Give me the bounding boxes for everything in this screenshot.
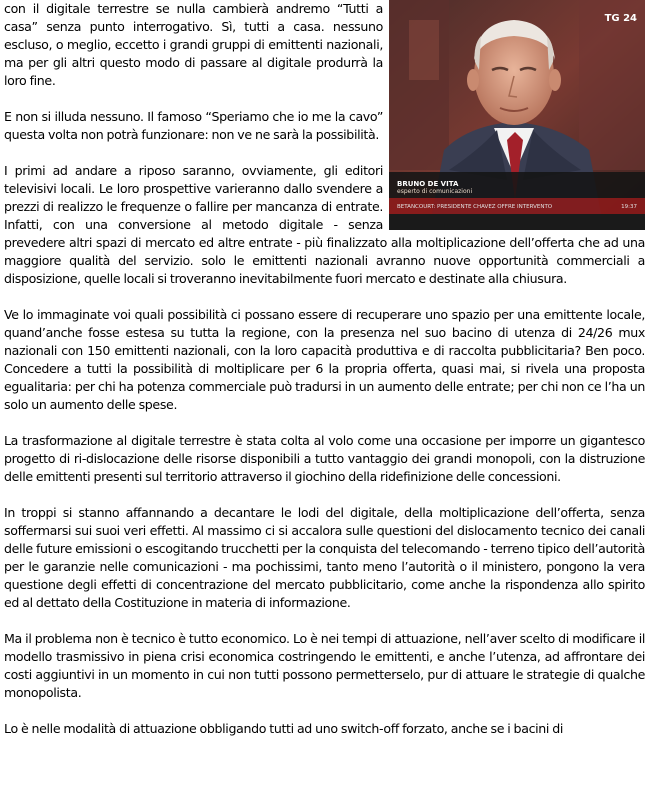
paragraph: con il digitale terrestre se nulla cambierà andremo “Tutti a casa” senza punto interrogativo. Sì, tutti a casa. nessuno escluso, o meglio, eccetto i grandi gruppi di emittenti nazionali, ma per gli altri questo modo di passare al digitale produrrà la loro fine.: [4, 1, 383, 88]
speaker-role: esperto di comunicazioni: [397, 188, 473, 195]
paragraph: Lo è nelle modalità di attuazione obbligando tutti ad uno switch-off forzato, anche se i bacini di: [4, 721, 564, 736]
paragraph: La trasformazione al digitale terrestre è stata colta al volo come una occasione per imporre un gigantesco progetto di ri-dislocazione delle risorse disponibili a tutto vantaggio dei grandi monopoli, con la distruzione delle emittenti presenti sul territorio attraverso il giochino della ridefinizione delle concessioni.: [4, 433, 645, 484]
paragraph: Ve lo immaginate voi quali possibilità ci possano essere di recuperare uno spazio per una emittente locale, quand’anche fosse estesa su tutta la regione, con la presenza nel suo bacino di utenza di 24/26 mux nazionali con 150 emittenti nazionali, con la loro capacità produttiva e di raccolta pubblicitaria? Ben poco. Concedere a tutti la possibilità di moltiplicare per 6 la propria offerta, quasi mai, si rivela una proposta egualitaria: per chi ha potenza commerciale può tradursi in un aumento delle entrate; per chi non ce l’ha un solo un aumento delle spese.: [4, 307, 645, 412]
speaker-name: BRUNO DE VITA: [397, 180, 459, 188]
channel-logo: TG 24: [604, 13, 637, 24]
paragraph: I primi ad andare a riposo saranno, ovviamente, gli editori televisivi locali. Le loro prospettive varieranno dallo svendere a prezzi di realizzo le frequenze o fallire per mancanza di entrate. Infatti, con una conversione al metodo digitale - senza prevedere altri spazi di mercato ed altre entrate - più finalizzato alla moltiplicazione dell’offerta che ad una maggiore qualità del servizio. solo le emittenti nazionali avranno nuove opportunità commerciali a disposizione, quelle locali si troveranno inevitabilmente fuori mercato e destinate alla chiusura.: [4, 163, 645, 286]
tv-interview-image: [389, 0, 645, 230]
broadcast-time: 19:37: [621, 204, 637, 210]
article-body: [4, 0, 645, 756]
tv-interview-photo: [389, 0, 645, 230]
paragraph: E non si illuda nessuno. Il famoso “Speriamo che io me la cavo” questa volta non potrà funzionare: non ve ne sarà la possibilità.: [4, 109, 383, 142]
news-ticker: BETANCOURT: PRESIDENTE CHAVEZ OFFRE INTERVENTO: [397, 204, 553, 210]
paragraph: Ma il problema non è tecnico è tutto economico. Lo è nei tempi di attuazione, nell’aver scelto di modificare il modello trasmissivo in piena crisi economica costringendo le emittenti, e anche l’utenza, ad affrontare dei costi aggiuntivi in un momento in cui non tutti possono permetterselo, pur di attuare le strategie di qualche monopolista.: [4, 631, 645, 700]
paragraph: In troppi si stanno affannando a decantare le lodi del digitale, della moltiplicazione dell’offerta, senza soffermarsi sui suoi veri effetti. Al massimo ci si accalora sulle questioni del dislocamento tecnico dei canali delle future emissioni o escogitando trucchetti per la conquista del telecomando - terreno tipico dell’autorità per le garanzie nelle comunicazioni - ma pochissimi, tanto meno l’autorità o il ministero, pongono la vera questione degli effetti di concentrazione del mercato pubblicitario, come anche la rispondenza allo spirito ed al dettato della Costituzione in materia di informazione.: [4, 505, 645, 610]
